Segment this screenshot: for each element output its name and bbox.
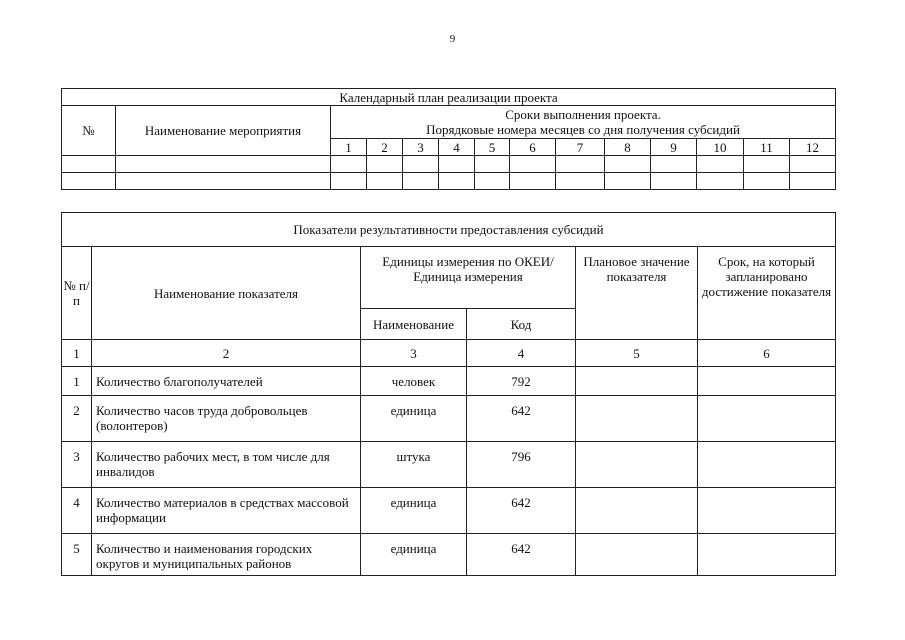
indicator-row (62, 396, 836, 442)
indicator-no: 4 (62, 488, 92, 534)
empty-cell[interactable] (744, 156, 790, 173)
indicator-planned-cell[interactable] (576, 396, 698, 442)
column-number: 2 (92, 340, 361, 367)
indicator-row (62, 488, 836, 534)
indicator-name: Количество материалов в средствах массовой информации (92, 488, 361, 534)
empty-cell[interactable] (439, 173, 475, 190)
calendar-plan-title: Календарный план реализации проекта (62, 89, 836, 106)
month-cell: 9 (651, 139, 697, 156)
month-cell: 12 (790, 139, 836, 156)
empty-cell[interactable] (403, 156, 439, 173)
indicator-planned-cell[interactable] (576, 442, 698, 488)
indicator-deadline-cell[interactable] (698, 396, 836, 442)
column-number: 4 (467, 340, 576, 367)
indicator-name: Количество благополучателей (92, 367, 361, 396)
calendar-col-terms-line1: Сроки выполнения проекта. (505, 107, 661, 122)
empty-cell[interactable] (697, 156, 744, 173)
empty-cell[interactable] (556, 173, 605, 190)
indicators-col-no: № п/п (62, 247, 92, 340)
indicator-deadline-cell[interactable] (698, 534, 836, 576)
calendar-col-no: № (62, 106, 116, 156)
empty-cell[interactable] (475, 173, 510, 190)
empty-cell[interactable] (439, 156, 475, 173)
indicator-unit: единица (361, 488, 467, 534)
column-numbers-row (62, 340, 836, 367)
column-number: 5 (576, 340, 698, 367)
month-cell: 3 (403, 139, 439, 156)
indicator-unit: единица (361, 396, 467, 442)
indicators-col-deadline: Срок, на который запланировано достижение показателя (698, 247, 836, 340)
indicator-row (62, 534, 836, 576)
indicator-planned-cell[interactable] (576, 534, 698, 576)
month-cell: 11 (744, 139, 790, 156)
empty-cell[interactable] (510, 173, 556, 190)
column-number: 3 (361, 340, 467, 367)
indicators-col-units-name: Наименование (361, 309, 467, 340)
indicator-name: Количество рабочих мест, в том числе для инвалидов (92, 442, 361, 488)
empty-cell[interactable] (651, 173, 697, 190)
indicator-unit: человек (361, 367, 467, 396)
indicator-name: Количество часов труда добровольцев (волонтеров) (92, 396, 361, 442)
indicator-deadline-cell[interactable] (698, 488, 836, 534)
indicator-deadline-cell[interactable] (698, 367, 836, 396)
indicator-unit: штука (361, 442, 467, 488)
empty-cell[interactable] (510, 156, 556, 173)
column-number: 1 (62, 340, 92, 367)
empty-cell[interactable] (475, 156, 510, 173)
indicator-no: 3 (62, 442, 92, 488)
indicator-code: 642 (467, 534, 576, 576)
indicator-row (62, 442, 836, 488)
page-number: 9 (449, 33, 456, 45)
empty-cell[interactable] (116, 173, 331, 190)
indicator-code: 792 (467, 367, 576, 396)
indicators-col-units: Единицы измерения по ОКЕИ/ Единица измерения (361, 247, 576, 309)
indicator-unit: единица (361, 534, 467, 576)
indicator-code: 642 (467, 396, 576, 442)
month-cell: 10 (697, 139, 744, 156)
empty-cell[interactable] (790, 173, 836, 190)
calendar-col-terms-line2: Порядковые номера месяцев со дня получения субсидий (426, 122, 740, 137)
indicator-name: Количество и наименования городских округов и муниципальных районов (92, 534, 361, 576)
empty-cell[interactable] (556, 156, 605, 173)
indicators-col-name: Наименование показателя (92, 247, 361, 340)
month-cell: 5 (475, 139, 510, 156)
empty-cell[interactable] (697, 173, 744, 190)
empty-cell[interactable] (367, 156, 403, 173)
indicator-no: 1 (62, 367, 92, 396)
empty-cell[interactable] (331, 156, 367, 173)
month-cell: 1 (331, 139, 367, 156)
empty-cell[interactable] (62, 173, 116, 190)
calendar-plan-table (61, 88, 836, 190)
month-cell: 2 (367, 139, 403, 156)
empty-cell[interactable] (605, 156, 651, 173)
calendar-empty-row (62, 156, 836, 173)
empty-cell[interactable] (605, 173, 651, 190)
calendar-col-event: Наименование мероприятия (116, 106, 331, 156)
month-cell: 7 (556, 139, 605, 156)
indicators-title: Показатели результативности предоставления субсидий (62, 213, 836, 247)
indicator-code: 796 (467, 442, 576, 488)
indicators-table (61, 212, 836, 576)
month-cell: 8 (605, 139, 651, 156)
column-number: 6 (698, 340, 836, 367)
indicator-no: 2 (62, 396, 92, 442)
calendar-col-terms (331, 106, 836, 139)
indicator-planned-cell[interactable] (576, 488, 698, 534)
empty-cell[interactable] (116, 156, 331, 173)
month-cell: 6 (510, 139, 556, 156)
empty-cell[interactable] (62, 156, 116, 173)
empty-cell[interactable] (744, 173, 790, 190)
empty-cell[interactable] (367, 173, 403, 190)
indicators-col-planned: Плановое значение показателя (576, 247, 698, 340)
indicator-row (62, 367, 836, 396)
empty-cell[interactable] (331, 173, 367, 190)
indicator-no: 5 (62, 534, 92, 576)
indicator-planned-cell[interactable] (576, 367, 698, 396)
empty-cell[interactable] (790, 156, 836, 173)
calendar-empty-row (62, 173, 836, 190)
empty-cell[interactable] (651, 156, 697, 173)
empty-cell[interactable] (403, 173, 439, 190)
indicators-col-units-code: Код (467, 309, 576, 340)
indicator-code: 642 (467, 488, 576, 534)
month-cell: 4 (439, 139, 475, 156)
indicator-deadline-cell[interactable] (698, 442, 836, 488)
